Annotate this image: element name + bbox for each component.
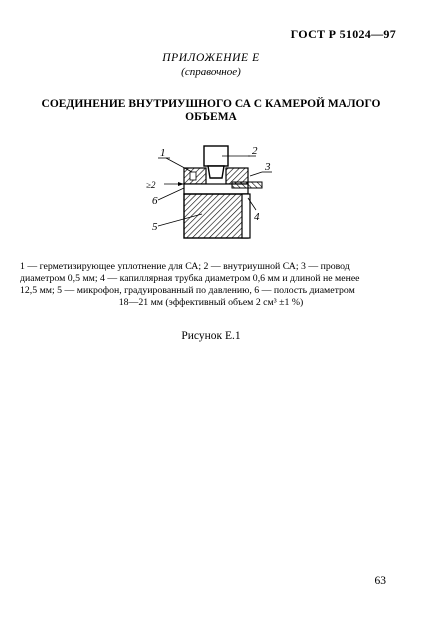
seal-gap-left-shape [190, 172, 196, 180]
label-3: 3 [265, 161, 271, 173]
label-4: 4 [254, 211, 260, 223]
label-2: 2 [252, 145, 258, 157]
annex-note: (справочное) [181, 66, 241, 78]
microphone-side-shape [242, 194, 250, 238]
document-code: ГОСТ Р 51024—97 [290, 27, 396, 41]
coupler-diagram [122, 138, 302, 248]
label-6: 6 [152, 195, 158, 207]
capillary-tube-shape [232, 182, 262, 188]
earphone-tip-shape [208, 166, 224, 178]
caption-line: 18—21 мм (эффективный объем 2 см³ ±1 %) [118, 297, 304, 308]
caption-line: 12,5 мм; 5 — микрофон, градуированный по давлению, 6 — полость диаметром [20, 285, 355, 296]
label-dim: ≥2 [146, 180, 156, 190]
caption-line: диаметром 0,5 мм; 4 — капиллярная трубка диаметром 0,6 мм и длиной не менее [20, 273, 360, 284]
annex-title: ПРИЛОЖЕНИЕ Е [162, 52, 260, 64]
caption-line: 1 — герметизирующее уплотнение для СА; 2 — внутриушной СА; 3 — провод [20, 261, 350, 272]
label-1: 1 [160, 147, 166, 159]
section-title: СОЕДИНЕНИЕ ВНУТРИУШНОГО СА С КАМЕРОЙ МАЛОГО ОБЪЕМА [41, 98, 381, 123]
label-5: 5 [152, 221, 158, 233]
page-number: 63 [374, 575, 386, 587]
figure-label: Рисунок Е.1 [181, 330, 241, 342]
figure-caption [20, 261, 402, 309]
